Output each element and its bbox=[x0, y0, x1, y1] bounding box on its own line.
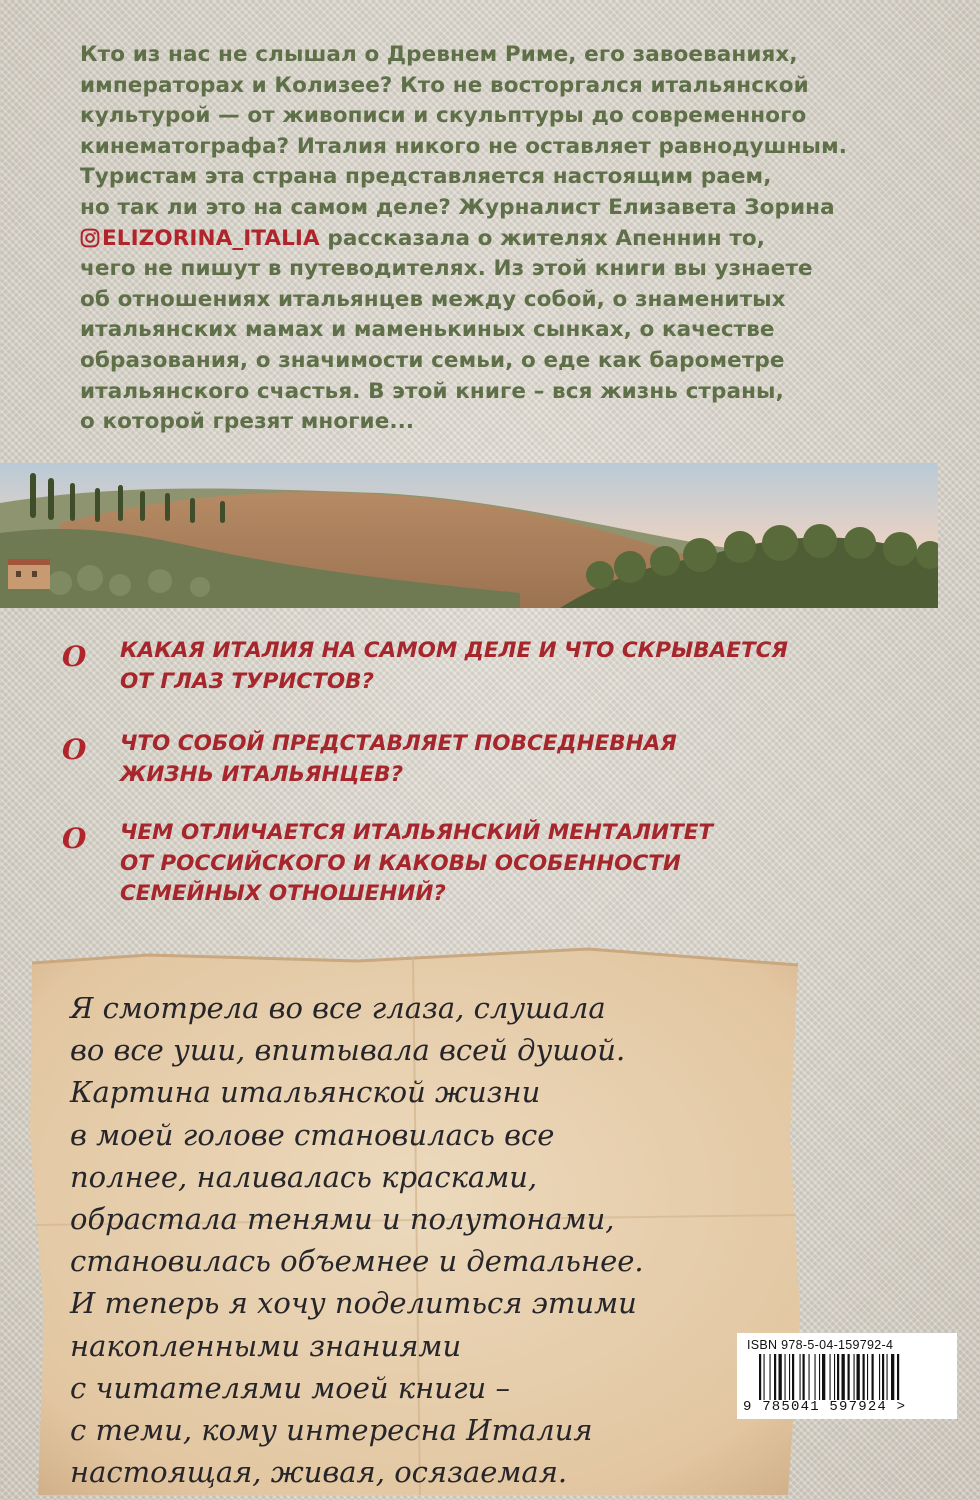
handwritten-line: в моей голове становилась все bbox=[70, 1117, 555, 1152]
handwritten-line: с читателями моей книги – bbox=[70, 1370, 510, 1405]
barcode-digits: 9 785041 597924 > bbox=[743, 1399, 907, 1415]
handwritten-line: с теми, кому интересна Италия bbox=[70, 1413, 593, 1448]
barcode-bar bbox=[774, 1354, 776, 1400]
red-o-marker: O bbox=[62, 822, 87, 855]
handwritten-line: обрастала тенями и полутонами, bbox=[70, 1202, 615, 1237]
handwritten-line: становилась объемнее и детальнее. bbox=[70, 1244, 644, 1279]
barcode-bar bbox=[815, 1354, 816, 1400]
question-line: ЧЕМ ОТЛИЧАЕТСЯ ИТАЛЬЯНСКИЙ МЕНТАЛИТЕТ bbox=[120, 820, 714, 845]
question-text bbox=[120, 729, 880, 790]
barcode-bars bbox=[759, 1354, 935, 1400]
handwritten-line: Я смотрела во все глаза, слушала bbox=[70, 991, 606, 1025]
barcode-bar bbox=[891, 1354, 894, 1400]
barcode-bar bbox=[785, 1354, 786, 1400]
instagram-icon bbox=[80, 228, 100, 248]
barcode-bar bbox=[842, 1354, 845, 1400]
intro-paragraph bbox=[80, 40, 920, 438]
barcode-bar bbox=[867, 1354, 868, 1400]
handwritten-line: И теперь я хочу поделиться этими bbox=[70, 1286, 637, 1321]
barcode-bar bbox=[830, 1354, 831, 1400]
barcode-bar bbox=[897, 1354, 899, 1400]
handwritten-line: во все уши, впитывала всей душой. bbox=[70, 1033, 626, 1068]
question-text bbox=[120, 636, 880, 697]
barcode-bar bbox=[854, 1354, 855, 1400]
red-o-marker: O bbox=[62, 640, 87, 673]
question-line: КАКАЯ ИТАЛИЯ НА САМОМ ДЕЛЕ И ЧТО СКРЫВАЕТСЯ bbox=[120, 638, 788, 663]
question-line: ОТ РОССИЙСКОГО И КАКОВЫ ОСОБЕННОСТИ bbox=[120, 850, 681, 876]
red-o-marker: O bbox=[62, 733, 87, 766]
intro-line: но так ли это на самом деле? Журналист Елизавета Зорина bbox=[80, 194, 835, 220]
barcode-bar bbox=[882, 1354, 884, 1400]
intro-line: о которой грезят многие... bbox=[80, 409, 415, 435]
barcode-bar bbox=[887, 1354, 888, 1400]
landscape-illustration bbox=[0, 463, 938, 608]
barcode-bar bbox=[779, 1354, 782, 1400]
question-line: ЧТО СОБОЙ ПРЕДСТАВЛЯЕТ ПОВСЕДНЕВНАЯ bbox=[120, 731, 677, 756]
barcode-bar bbox=[809, 1354, 810, 1400]
barcode-bar bbox=[863, 1354, 865, 1400]
barcode-bar bbox=[803, 1354, 805, 1400]
intro-line: Туристам эта страна представляется настоящим раем, bbox=[80, 164, 772, 190]
barcode-bar bbox=[792, 1354, 794, 1400]
barcode-bar bbox=[872, 1354, 874, 1400]
intro-line: императорах и Колизее? Кто не восторгался итальянской bbox=[80, 72, 809, 98]
isbn-barcode bbox=[737, 1333, 957, 1419]
barcode-bar bbox=[834, 1354, 835, 1400]
question-line: ЖИЗНЬ ИТАЛЬЯНЦЕВ? bbox=[120, 761, 404, 787]
intro-line: чего не пишут в путеводителях. Из этой книги вы узнаете bbox=[80, 256, 813, 282]
handwritten-line: Картина итальянской жизни bbox=[70, 1075, 541, 1110]
tuscany-landscape-photo bbox=[0, 463, 938, 608]
barcode-bar bbox=[770, 1354, 771, 1400]
intro-line: образования, о значимости семьи, о еде как барометре bbox=[80, 347, 785, 373]
intro-line: итальянских мамах и маменькиных сынках, о качестве bbox=[80, 317, 775, 343]
barcode-bar bbox=[837, 1354, 839, 1400]
handwritten-line: полнее, наливалась красками, bbox=[70, 1159, 538, 1194]
isbn-label: ISBN 978-5-04-159792-4 bbox=[747, 1338, 894, 1352]
barcode-bar bbox=[800, 1354, 801, 1400]
barcode-bar bbox=[819, 1354, 820, 1400]
barcode-bar bbox=[857, 1354, 860, 1400]
barcode-bar bbox=[848, 1354, 850, 1400]
intro-line-with-handle bbox=[80, 224, 920, 255]
barcode-bar bbox=[764, 1354, 765, 1400]
instagram-handle[interactable]: ELIZORINA_ITALIA bbox=[102, 225, 320, 251]
question-line: ОТ ГЛАЗ ТУРИСТОВ? bbox=[120, 668, 374, 694]
handwritten-line: накопленными знаниями bbox=[70, 1328, 462, 1363]
question-line: СЕМЕЙНЫХ ОТНОШЕНИЙ? bbox=[120, 881, 446, 906]
intro-line: кинематографа? Италия никого не оставляет равнодушным. bbox=[80, 133, 848, 159]
handwritten-note bbox=[28, 935, 803, 1495]
barcode-bar bbox=[822, 1354, 825, 1400]
handwritten-text bbox=[70, 987, 790, 1493]
intro-line: итальянского счастья. В этой книге – вся жизнь страны, bbox=[80, 378, 784, 404]
barcode-bar bbox=[879, 1354, 880, 1400]
barcode-bar bbox=[789, 1354, 790, 1400]
intro-line: об отношениях итальянцев между собой, о знаменитых bbox=[80, 286, 786, 312]
handwritten-line: настоящая, живая, осязаемая. bbox=[70, 1455, 568, 1490]
question-text bbox=[120, 818, 880, 910]
barcode-bar bbox=[759, 1354, 761, 1400]
intro-line: Кто из нас не слышал о Древнем Риме, его завоеваниях, bbox=[80, 42, 798, 67]
intro-line: культурой — от живописи и скульптуры до современного bbox=[80, 103, 807, 129]
intro-line-rest: рассказала о жителях Апеннин то, bbox=[319, 225, 766, 251]
